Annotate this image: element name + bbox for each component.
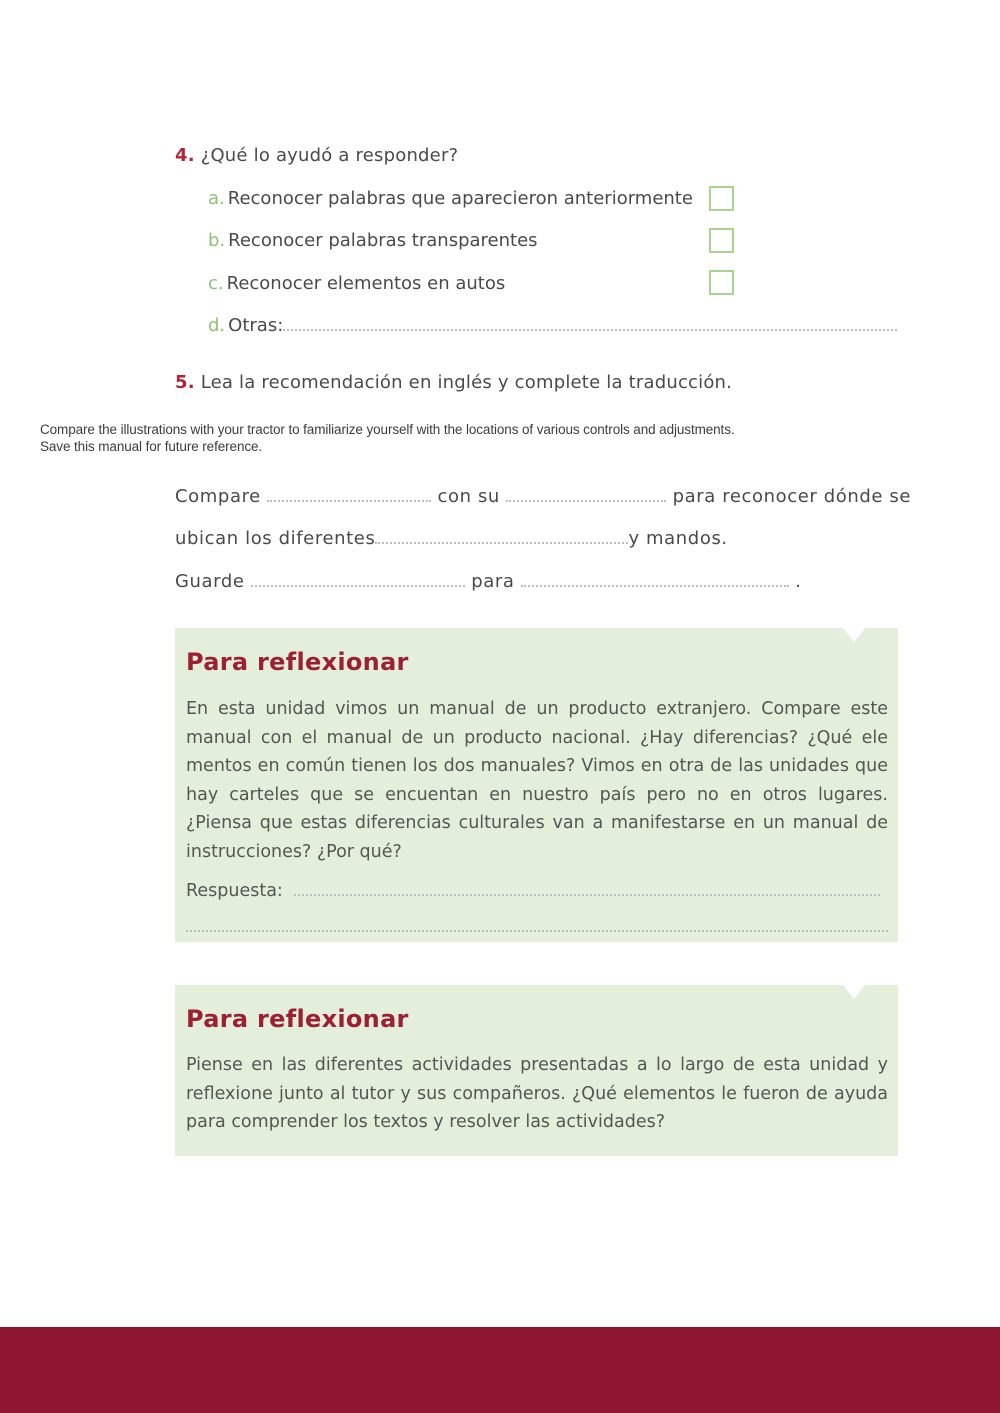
translation-word: con su [437,486,500,507]
option-b-letter: b. [208,230,226,251]
reflection-box-1 [175,628,898,942]
option-c-letter: c. [208,273,224,294]
box-notch [843,628,865,642]
blank-3[interactable] [375,528,628,544]
box-1-title: Para reflexionar [186,648,409,676]
box-1-text: En esta unidad vimos un manual de un producto extranjero. Compare este manual con el manual de un producto nacional. ¿Hay diferencias? ¿Qué ele mentos en común tienen los dos manuales? Vimos en otra de las unidades que hay carteles que se encuentan en nuestro país pero no en otros lugares. ¿Piensa que estas diferencias culturales van a manifestarse en un manual de instrucciones? ¿Por qué? [186,699,888,862]
english-recommendation [40,421,920,455]
option-a [208,188,693,209]
translation-word: para reconocer dónde se [672,486,912,507]
option-a-letter: a. [208,188,225,209]
blank-1[interactable] [267,486,431,502]
translation-word: Guarde [175,571,245,592]
question-5-text: Lea la recomendación en inglés y complete la traducción. [200,372,733,393]
option-b-label: Reconocer palabras transparentes [228,230,538,251]
box-1-answer [186,880,880,901]
reflection-box-2 [175,985,898,1156]
box-2-text: Piense en las diferentes actividades presentadas a lo largo de esta unidad y reflexione junto al tutor y sus compañeros. ¿Qué elementos le fueron de ayuda para comprender los textos y resolver las actividades? [186,1055,888,1132]
question-5-number: 5. [175,372,195,393]
question-4-text: ¿Qué lo ayudó a responder? [200,145,459,166]
option-d-label: Otras: [228,315,284,336]
option-b [208,230,538,251]
translation-line-2 [175,528,728,549]
box-notch [843,985,865,999]
box-2-title: Para reflexionar [186,1005,409,1033]
option-d-letter: d. [208,315,226,336]
english-line-1: Compare the illustrations with your tractor to familiarize yourself with the locations of various controls and adjustments. [40,422,735,437]
answer-line[interactable] [294,880,880,896]
option-d-answer-line[interactable] [283,315,897,331]
blank-2[interactable] [506,486,666,502]
option-c [208,273,505,294]
option-d [208,315,897,336]
question-4-number: 4. [175,145,195,166]
footer-bar [0,1327,1000,1413]
translation-line-3 [175,571,802,592]
blank-4[interactable] [251,571,465,587]
question-4 [175,145,458,166]
option-a-checkbox[interactable] [709,186,734,211]
english-line-2: Save this manual for future reference. [40,439,263,454]
option-c-checkbox[interactable] [709,270,734,295]
translation-word: . [795,571,802,592]
question-5 [175,372,732,393]
blank-5[interactable] [521,571,789,587]
translation-word: para [471,571,515,592]
option-a-label: Reconocer palabras que aparecieron anteriormente [227,188,693,209]
answer-line-2[interactable] [186,930,888,932]
translation-line-1 [175,486,911,507]
option-b-checkbox[interactable] [709,228,734,253]
translation-word: y mandos. [628,528,728,549]
translation-word: ubican los diferentes [175,528,376,549]
translation-word: Compare [175,486,261,507]
option-c-label: Reconocer elementos en autos [226,273,506,294]
answer-label: Respuesta: [186,881,283,901]
